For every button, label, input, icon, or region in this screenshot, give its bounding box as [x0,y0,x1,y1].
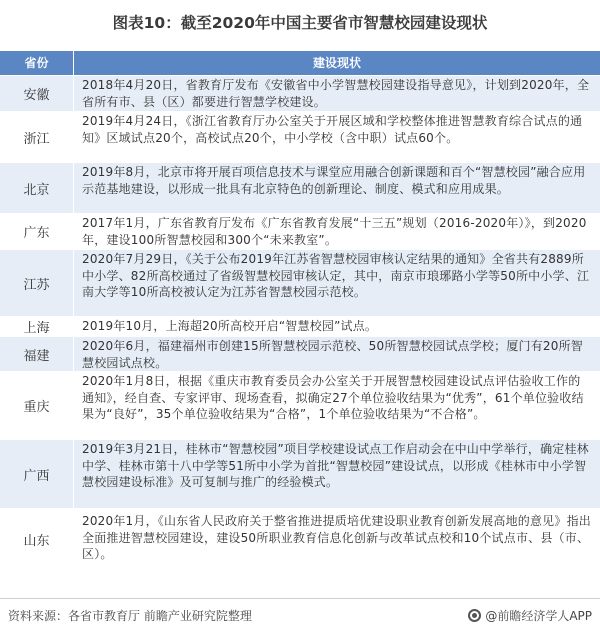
row-status: 2020年1月8日，根据《重庆市教育委员会办公室关于开展智慧校园建设试点评估验收工作的通知》，经自查、专家评审、现场查看，拟确定27个单位验收结果为“优秀”，61个单位验收结果为“良好”，35个单位验收结果为“合格”，1个单位验收结果为“不合格”。 [73,372,600,439]
header-province: 省份 [24,56,49,70]
brand-text: @前瞻经济学人APP [485,609,592,623]
table-row [0,249,600,316]
row-province: 浙江 [23,131,50,147]
table-row [0,162,600,213]
row-province: 广西 [23,468,50,484]
row-province: 上海 [23,321,50,336]
qianzhan-logo-icon [468,609,481,622]
table-row [0,371,600,439]
row-status: 2019年10月，上海超20所高校开启“智慧校园”试点。 [73,317,600,336]
row-province: 山东 [23,533,50,549]
row-province: 广东 [23,226,50,241]
row-status: 2020年7月29日，《关于公布2019年江苏省智慧校园审核认定结果的通知》全省共有2889所中小学、82所高校通过了省级智慧校园审核认定，其中，南京市琅琊路小学等50所中小学、江南大学等10所高校被认定为江苏省智慧校园示范校。 [73,250,600,316]
row-status: 2020年1月，《山东省人民政府关于整省推进提质培优建设职业教育创新发展高地的意见》指出全面推进智慧校园建设，建设50所职业教育信息化创新与改革试点校和10个试点市、县（市、区）。 [73,509,600,569]
table-header [0,51,600,75]
row-status: 2019年4月24日，《浙江省教育厅办公室关于开展区域和学校整体推进智慧教育综合试点的通知》区域试点20个，高校试点20个，中小学校（含中职）试点60个。 [73,112,600,162]
page-title: 图表10：截至2020年中国主要省市智慧校园建设现状 [112,14,488,32]
brand-credit [468,607,592,624]
row-province: 福建 [23,348,50,364]
row-status: 2017年1月，广东省教育厅发布《广东省教育发展“十三五”规划（2016-2020年）》，到2020年，建设100所智慧校园和300个“未来教室”。 [73,214,600,249]
row-province: 江苏 [23,277,50,293]
table-row [0,336,600,371]
header-status: 建设现状 [73,51,600,75]
table-row [0,508,600,569]
source-note: 资料来源：各省市教育厅 前瞻产业研究院整理 [8,609,252,623]
status-table [0,51,600,569]
table-row [0,111,600,162]
table-row [0,213,600,249]
table-row [0,75,600,111]
page-footer [0,598,600,629]
table-row [0,439,600,508]
row-status: 2019年3月21日，桂林市“智慧校园”项目学校建设试点工作启动会在中山中学举行，确定桂林中学、桂林市第十八中学等51所中小学为首批“智慧校园”建设试点，以形成《桂林市中小学智慧校园建设标准》及可复制与推广的经验模式。 [73,440,600,508]
row-province: 北京 [23,182,50,198]
row-status: 2018年4月20日，省教育厅发布《安徽省中小学智慧校园建设指导意见》，计划到2020年，全省所有市、县（区）都要进行智慧学校建设。 [73,76,600,111]
row-province: 重庆 [23,400,50,415]
row-status: 2020年6月，福建福州市创建15所智慧校园示范校、50所智慧校园试点学校；厦门有20所智慧校园试点校。 [73,337,600,371]
table-row [0,316,600,336]
row-status: 2019年8月，北京市将开展百项信息技术与课堂应用融合创新课题和百个“智慧校园”融合应用示范基地建设，以形成一批具有北京特色的创新理论、制度、模式和应用成果。 [73,163,600,213]
row-province: 安徽 [23,88,50,103]
